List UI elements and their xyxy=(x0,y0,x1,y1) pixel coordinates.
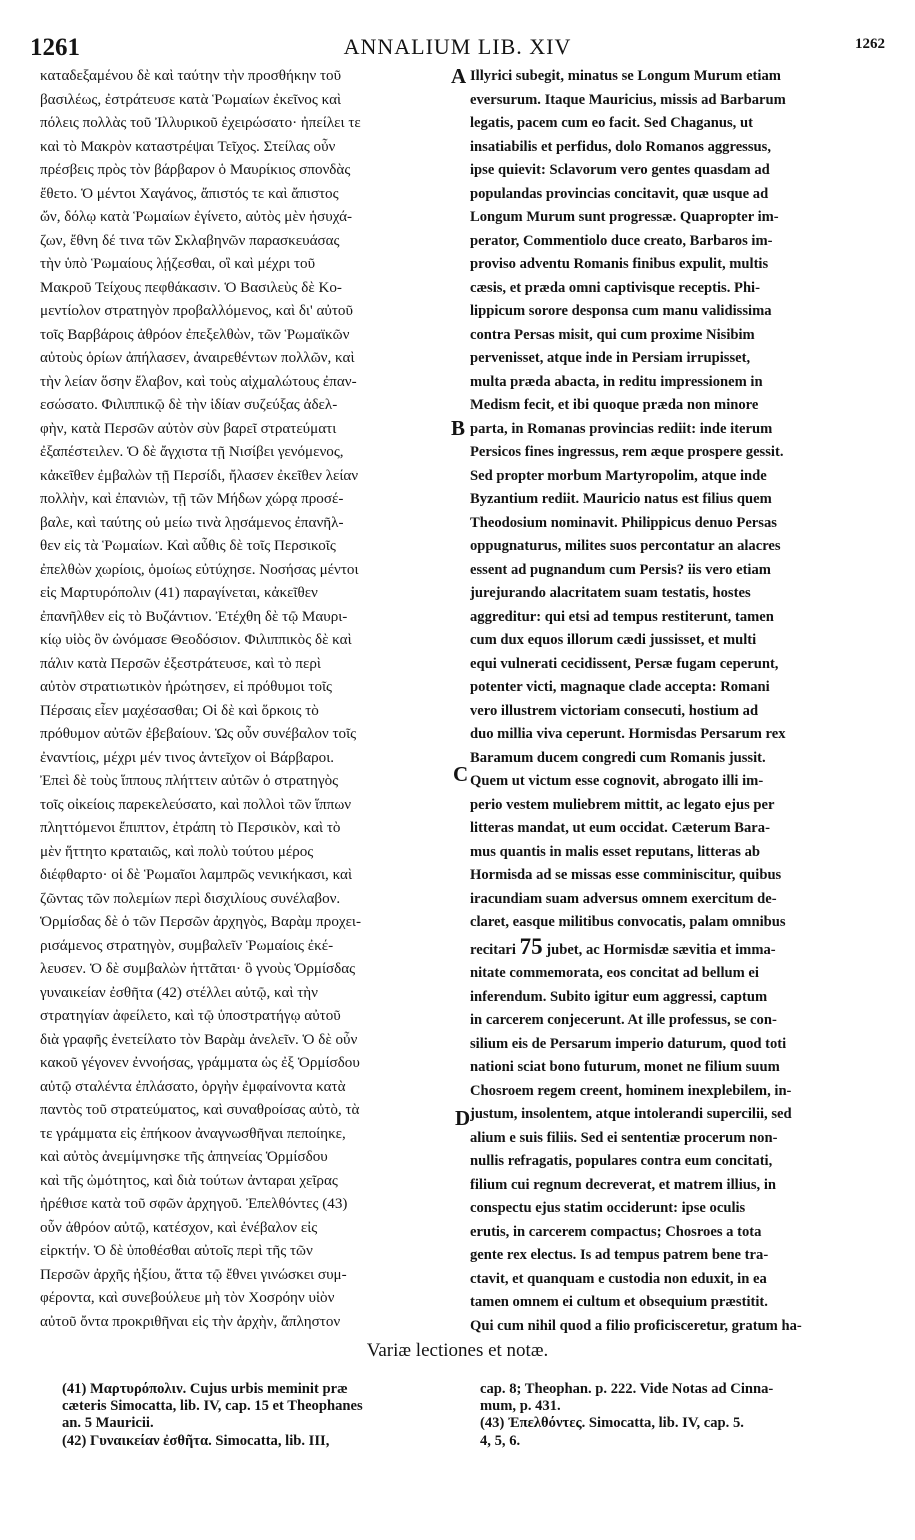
latin-text-line: contra Persas misit, qui cum proxime Nisibim xyxy=(470,326,755,343)
greek-text-line: ὤν, δόλῳ κατὰ Ῥωμαίων ἐγίνετο, αὐτὸς μὲν ἡσυχά- xyxy=(40,209,353,225)
latin-text-line xyxy=(470,935,878,963)
greek-text-line: παντὸς τοῦ στρατεύματος, καὶ συναθροίσας αὐτὸ, τὰ xyxy=(40,1102,360,1118)
latin-text-line: conspectu ejus statim occiderunt: ipse oculis xyxy=(470,1200,746,1216)
latin-text-line: pervenisset, atque inde in Persiam irrupisset, xyxy=(470,350,751,366)
notes-title: Variæ lectiones et notæ. xyxy=(366,1340,549,1361)
page-number-right: 1262 xyxy=(855,36,885,52)
note-line: (43) Ἐπελθόντες. Simocatta, lib. IV, cap. 5. xyxy=(480,1415,744,1432)
greek-text-line: ζων, ἔθνη δέ τινα τῶν Σκλαβηνῶν παρασκευάσας xyxy=(40,232,340,249)
greek-text-line: αὐτῷ σταλέντα ἐπλάσατο, ὀργὴν ἐμφαίνοντα κατὰ xyxy=(40,1078,346,1095)
notes-left-column xyxy=(62,1381,462,1450)
greek-text-column xyxy=(40,65,452,1334)
latin-text-line: aggreditur: qui etsi ad tempus restiterunt, tamen xyxy=(470,608,774,625)
note-line: an. 5 Mauricii. xyxy=(62,1415,154,1432)
latin-text-line: perio vestem muliebrem mittit, ac legato ejus per xyxy=(470,796,775,813)
greek-text-line: ἐξαπέστειλεν. Ὁ δὲ ἄγχιστα τῇ Νισίβει γενόμενος, xyxy=(40,444,344,460)
latin-text-line: justum, insolentem, atque intolerandi supercilii, sed xyxy=(470,1106,792,1122)
latin-text-line: claret, easque militibus convocatis, palam omnibus xyxy=(470,914,786,930)
greek-text-line: πόλεις πολλὰς τοῦ Ἰλλυρικοῦ ἐχειρώσατο· ἠπείλει τε xyxy=(40,115,361,131)
greek-text-line: διέφθαρτο· οἱ δὲ Ῥωμαῖοι λαμπρῶς νενικήκασι, καὶ xyxy=(40,867,353,883)
latin-text-line: populandas provincias concitavit, quæ usque ad xyxy=(470,185,769,202)
latin-text-line: equi vulnerati cecidissent, Persæ fugam ceperunt, xyxy=(470,655,779,672)
latin-text-line: cum dux equos illorum cædi jussisset, et multi xyxy=(470,632,757,648)
latin-text-line: alium e suis filiis. Sed ei sententiæ procerum non- xyxy=(470,1129,778,1146)
note-line: (42) Γυναικείαν ἐσθῆτα. Simocatta, lib. III, xyxy=(62,1432,330,1449)
latin-text-line: erutis, in carcerem compactus; Chosroes a tota xyxy=(470,1223,762,1240)
greek-text-line: αὐτοῦ ὄντα προκριθῆναι εἰς τὴν ἀρχὴν, ἄπληστον xyxy=(40,1313,341,1330)
greek-text-line: εσώσατο. Φιλιππικῷ δὲ τὴν ἰδίαν συζεύξας ἀδελ- xyxy=(40,397,338,413)
latin-text-line: inferendum. Subito igitur eum aggressi, captum xyxy=(470,988,768,1005)
latin-text-line: Quem ut victum esse cognovit, abrogato illi im- xyxy=(470,773,764,789)
greek-text-line: ἐναντίοις, μέχρι μέν τινος ἀντεῖχον οἱ Βάρβαροι. xyxy=(40,749,335,766)
greek-text-line: ἐπανῆλθεν εἰς τὸ Βυζάντιον. Ἐτέχθη δὲ τῷ Μαυρι- xyxy=(40,608,348,625)
greek-text-line: καὶ τῆς ὠμότητος, καὶ διὰ τούτων ἀνταραι χεῖρας xyxy=(40,1172,338,1189)
latin-text-line: Theodosium nominavit. Philippicus denuo Persas xyxy=(470,514,777,531)
greek-text-line: στρατηγίαν ἀφείλετο, καὶ τῷ ὑποστρατήγῳ αὐτοῦ xyxy=(40,1008,341,1024)
latin-text-line: mus quantis in malis esset reputans, litteras ab xyxy=(470,843,761,860)
latin-text-line: tamen omnem ei cultum et obsequium præstitit. xyxy=(470,1294,768,1310)
latin-text-line: potenter victi, magnaque clade accepta: Romani xyxy=(470,679,770,695)
latin-text-line: lippicum sorore desponsa cum manu validissima xyxy=(470,303,772,319)
greek-text-line: πρόθυμον αὐτῶν ἐβεβαίουν. Ὡς οὖν συνέβαλον τοῖς xyxy=(40,726,357,742)
greek-text-line: πολλὴν, καὶ ἐπανιὼν, τῇ τῶν Μήδων χώρᾳ προσέ- xyxy=(40,491,344,507)
latin-text-line: gente rex electus. Is ad tempus patrem bene tra- xyxy=(470,1247,769,1263)
greek-text-line: Περσῶν ἀρχῆς ἠξίου, ἅττα τῷ ἔθνει γινώσκει συμ- xyxy=(40,1266,347,1283)
greek-text-line: Ἐπεὶ δὲ τοὺς ἵππους πλήττειν αὐτῶν ὁ στρατηγὸς xyxy=(40,773,339,789)
greek-text-line: αὐτοὺς ὁρίων ἀπήλασεν, ἀναιρεθέντων πολλῶν, καὶ xyxy=(40,350,355,366)
greek-text-line: μὲν ἥττητο κραταιῶς, καὶ πολὺ τούτου μέρος xyxy=(40,843,314,860)
latin-text-line: Chosroem regem creent, hominem inexplebilem, in- xyxy=(470,1082,792,1099)
greek-text-line: τε γράμματα εἰς ἐπήκοον ἀναγνωσθῆναι πεποίηκε, xyxy=(40,1125,346,1142)
latin-text-line: Qui cum nihil quod a filio proficisceretur, gratum ha- xyxy=(470,1317,802,1334)
note-line: (41) Μαρτυρόπολιν. Cujus urbis meminit præ xyxy=(62,1381,348,1397)
greek-text-line: βαλε, καὶ ταύτης οὐ μείω τινὰ λῃσάμενος ἐπανῆλ- xyxy=(40,514,344,531)
latin-text-line: eversurum. Itaque Mauricius, missis ad Barbarum xyxy=(470,91,786,108)
page-header xyxy=(28,30,887,60)
latin-text-line: Hormisda ad se missas esse comminiscitur, quibus xyxy=(470,867,782,883)
greek-text-line: οὖν ἀθρόον αὐτῷ, κατέσχον, καὶ ἐνέβαλον εἰς xyxy=(40,1219,318,1236)
latin-text-line: silium eis de Persarum imperio daturum, quod toti xyxy=(470,1035,787,1052)
greek-text-line: εἱρκτήν. Ὁ δὲ ὑποθέσθαι αὐτοῖς περὶ τῆς τῶν xyxy=(40,1243,313,1259)
notes-right-column xyxy=(480,1381,890,1450)
latin-text-line: filium cui regnum decreverat, et matrem illius, in xyxy=(470,1176,777,1193)
latin-text-line: proviso adventu Romanis finibus expulit, multis xyxy=(470,256,769,272)
latin-text-line: Longum Murum sunt progressæ. Quapropter im- xyxy=(470,209,779,225)
greek-text-line: ἠρέθισε κατὰ τοῦ σφῶν ἀρχηγοῦ. Ἐπελθόντες (43) xyxy=(40,1196,348,1212)
section-marker-b: B xyxy=(451,416,466,440)
note-line: 4, 5, 6. xyxy=(480,1432,521,1449)
latin-text-column xyxy=(470,65,878,1338)
latin-text-fragment: recitari xyxy=(470,941,516,958)
latin-text-line: legatis, pacem cum eo facit. Sed Chaganus, ut xyxy=(470,115,753,131)
latin-text-line: jurejurando alacritatem suam testatis, hostes xyxy=(470,585,751,601)
greek-text-line: κακοῦ γέγονεν ἐννοήσας, γράμματα ὡς ἐξ Ὁρμίσδου xyxy=(40,1055,360,1071)
latin-text-line: litteras mandat, ut eum occidat. Cæterum Bara- xyxy=(470,820,770,836)
greek-text-line: Πέρσαις εἶεν μαχέσασθαι; Οἱ δὲ καὶ ὅρκοις τὸ xyxy=(40,702,319,719)
latin-text-line: ipse quievit: Sclavorum vero gentes quasdam ad xyxy=(470,162,770,178)
greek-text-line: κίῳ υἱὸς ὃν ὠνόμασε Θεοδόσιον. Φιλιππικὸς δὲ καὶ xyxy=(40,632,352,648)
greek-text-line: Μακροῦ Τείχους πεφθάκασιν. Ὁ Βασιλεὺς δὲ Κο- xyxy=(40,279,342,296)
latin-text-line: in carcerem conjecerunt. At ille professus, se con- xyxy=(470,1012,777,1028)
greek-text-line: τὴν ὑπὸ Ῥωμαίους λῄζεσθαι, οἳ καὶ μέχρι τοῦ xyxy=(40,256,316,272)
greek-text-line: καὶ τὸ Μακρὸν καταστρέψαι Τεῖχος. Στείλας οὖν xyxy=(40,138,336,155)
greek-text-line: ρισάμενος στρατηγὸν, συμβαλεῖν Ῥωμαίοις ἐκέ- xyxy=(40,937,334,954)
latin-text-fragment: jubet, ac Hormisdæ sævitia et imma- xyxy=(546,941,776,958)
greek-text-line: τοῖς Βαρβάροις ἀθρόον ἐπεξελθὼν, τῶν Ῥωμαϊκῶν xyxy=(40,326,350,343)
latin-text-line: duo millia viva ceperunt. Hormisdas Persarum rex xyxy=(470,726,786,742)
greek-text-line: βασιλέως, ἐστράτευσε κατὰ Ῥωμαίων ἐκεῖνος καὶ xyxy=(40,91,342,108)
section-marker-d: D xyxy=(455,1106,471,1130)
greek-text-line: ἔθετο. Ὁ μέντοι Χαγάνος, ἄπιστός τε καὶ ἄπιστος xyxy=(40,185,339,202)
latin-text-line: nitate commemorata, eos concitat ad bellum ei xyxy=(470,965,759,981)
note-line: cæteris Simocatta, lib. IV, cap. 15 et Theophanes xyxy=(62,1398,363,1415)
greek-text-line: Ὁρμίσδας δὲ ὁ τῶν Περσῶν ἀρχηγὸς, Βαρὰμ προχει- xyxy=(40,914,361,930)
greek-text-line: τὴν λείαν ὅσην ἔλαβον, καὶ τοὺς αἰχμαλώτους ἐπαν- xyxy=(40,373,357,390)
greek-text-line: καὶ αὐτὸς ἀνεμίμνησκε τῆς ἀπηνείας Ὁρμίσδου xyxy=(40,1149,328,1165)
greek-text-line: θεν εἰς τὰ Ῥωμαίων. Καὶ αὖθις δὲ τοῖς Περσικοῖς xyxy=(40,538,336,554)
page-number-left: 1261 xyxy=(30,34,80,61)
greek-text-line: κἀκεῖθεν ἐμβαλὼν τῇ Περσίδι, ἤλασεν ἐκεῖθεν λείαν xyxy=(40,467,359,484)
latin-text-line: essent ad pugnandum cum Persis? iis vero etiam xyxy=(470,561,771,578)
latin-text-line: cæsis, et præda omni captivisque receptis. Phi- xyxy=(470,279,760,296)
latin-text-line: Byzantium rediit. Mauricio natus est filius quem xyxy=(470,491,772,507)
greek-text-line: καταδεξαμένου δὲ καὶ ταύτην τὴν προσθήκην τοῦ xyxy=(40,68,342,84)
latin-text-line: parta, in Romanas provincias rediit: inde iterum xyxy=(470,420,773,437)
greek-text-line: εἰς Μαρτυρόπολιν (41) παραγίνεται, κἀκεῖθεν xyxy=(40,585,318,601)
latin-text-line: multa præda abacta, in reditu impressionem in xyxy=(470,373,763,390)
note-line: mum, p. 431. xyxy=(480,1398,561,1415)
section-marker-a: A xyxy=(451,64,467,88)
latin-text-line: nullis refragatis, populares contra eum concitati, xyxy=(470,1153,773,1169)
greek-text-line: γυναικείαν ἐσθῆτα (42) στέλλει αὐτῷ, καὶ τὴν xyxy=(40,984,318,1001)
section-marker-c: C xyxy=(453,762,469,786)
latin-text-line: Baramum ducem congredi cum Romanis jussit. xyxy=(470,749,766,766)
note-line: cap. 8; Theophan. p. 222. Vide Notas ad Cinna- xyxy=(480,1381,774,1397)
latin-text-line: ctavit, et quanquam e custodia non eduxit, in ea xyxy=(470,1270,767,1287)
greek-text-line: διὰ γραφῆς ἐνετείλατο τὸν Βαρὰμ ἀνελεῖν. Ὁ δὲ οὖν xyxy=(40,1031,358,1048)
margin-number: 75 xyxy=(519,934,543,959)
greek-text-line: φὴν, κατὰ Περσῶν αὐτὸν σὺν βαρεῖ στρατεύματι xyxy=(40,420,337,437)
greek-text-line: αὐτὸν στρατιωτικὸν ἠρώτησεν, εἰ πρόθυμοι τοῖς xyxy=(40,679,333,695)
greek-text-line: πάλιν κατὰ Περσῶν ἐξεστράτευσε, καὶ τὸ περὶ xyxy=(40,655,321,672)
greek-text-line: ἐπελθὼν χωρίοις, ὁμοίως εὐτύχησε. Νοσήσας μέντοι xyxy=(40,561,359,578)
greek-text-line: φέροντα, καὶ συνεβούλευε μὴ τὸν Χοσρόην υἱὸν xyxy=(40,1290,335,1306)
greek-text-line: ζῶντας τῶν πολεμίων περὶ δισχιλίους συνέλαβον. xyxy=(40,890,341,907)
latin-text-line: Persicos fines ingressus, rem æque prospere gessit. xyxy=(470,444,784,460)
running-title: ANNALIUM LIB. XIV xyxy=(343,34,572,59)
latin-text-line: iracundiam suam adversus omnem exercitum de- xyxy=(470,890,777,907)
greek-text-line: πρέσβεις πρὸς τὸν βάρβαρον ὁ Μαυρίκιος σπονδὰς xyxy=(40,162,351,178)
greek-text-line: πληττόμενοι ἔπιπτον, ἐτράπη τὸ Περσικὸν, καὶ τὸ xyxy=(40,820,341,836)
latin-text-line: Illyrici subegit, minatus se Longum Murum etiam xyxy=(470,68,781,84)
latin-text-line: nationi sciat bono futurum, monet ne filium suum xyxy=(470,1059,780,1075)
latin-text-line: Sed propter morbum Martyropolim, atque inde xyxy=(470,467,767,484)
latin-text-line: perator, Commentiolo duce creato, Barbaros im- xyxy=(470,232,773,249)
latin-text-line: vero illustrem victoriam consecuti, hostium ad xyxy=(470,702,759,719)
latin-text-line: oppugnaturus, milites suos percontatur an alacres xyxy=(470,538,781,554)
greek-text-line: μεντίολον στρατηγὸν προβαλλόμενος, καὶ δι' αὐτοῦ xyxy=(40,303,353,319)
latin-text-line: insatiabilis et perfidus, dolo Romanos aggressus, xyxy=(470,138,771,155)
greek-text-line: λευσεν. Ὁ δὲ συμβαλὼν ἡττᾶται· ὃ γνοὺς Ὁρμίσδας xyxy=(40,961,356,977)
latin-text-line: Medism fecit, et ibi quoque præda non minore xyxy=(470,397,759,413)
greek-text-line: τοῖς οἰκείοις παρεκελεύσατο, καὶ πολλοὶ τῶν ἵππων xyxy=(40,796,352,813)
